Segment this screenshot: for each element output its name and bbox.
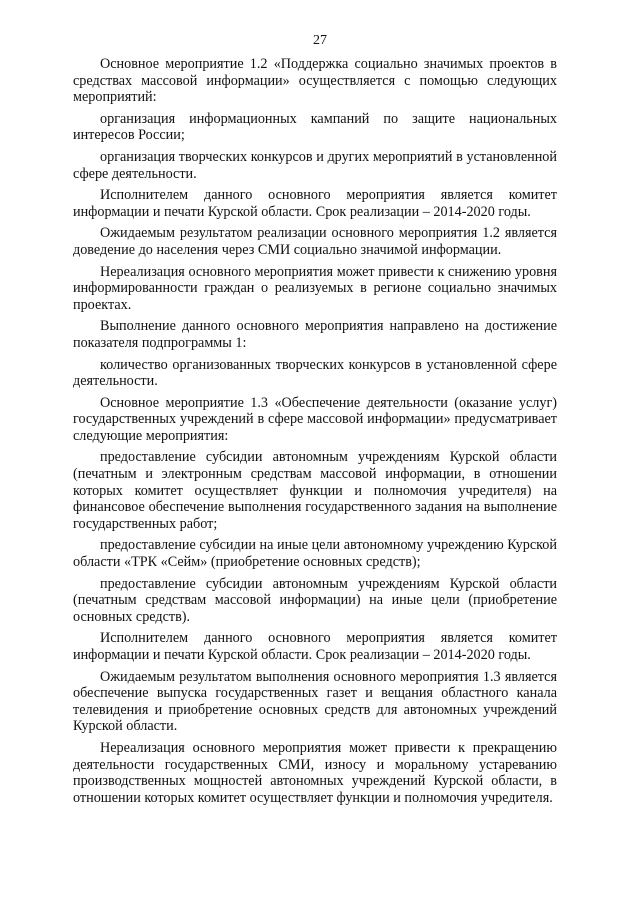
paragraph: предоставление субсидии на иные цели автономному учреждению Курской области «ТРК «Сейм» (приобретение основных средств); xyxy=(73,537,557,571)
paragraph: Ожидаемым результатом выполнения основного мероприятия 1.3 является обеспечение выпуска государственных газет и вещания областного канала телевидения и приобретение основных средств для автономных учреждений Курской области. xyxy=(73,668,557,735)
paragraph: Ожидаемым результатом реализации основного мероприятия 1.2 является доведение до населения через СМИ социально значимой информации. xyxy=(73,225,557,258)
paragraph: количество организованных творческих конкурсов в установленной сфере деятельности. xyxy=(73,356,557,390)
paragraph: Исполнителем данного основного мероприятия является комитет информации и печати Курской области. Срок реализации – 2014-2020 годы. xyxy=(73,630,557,663)
paragraph: Основное мероприятие 1.3 «Обеспечение деятельности (оказание услуг) государственных учреждений в сфере массовой информации» предусматривает следующие мероприятия: xyxy=(73,394,557,444)
paragraph: Исполнителем данного основного мероприятия является комитет информации и печати Курской области. Срок реализации – 2014-2020 годы. xyxy=(73,187,557,220)
paragraph: Выполнение данного основного мероприятия направлено на достижение показателя подпрограммы 1: xyxy=(73,318,557,351)
paragraph: организация информационных кампаний по защите национальных интересов России; xyxy=(73,110,557,144)
paragraph: предоставление субсидии автономным учреждениям Курской области (печатным и электронным средствам массовой информации, в отношении которых комитет осуществляет функции и полномочия учредителя) на финансовое обеспечение выполнения государственного задания на выполнение государственных работ; xyxy=(73,449,557,532)
page-number: 27 xyxy=(313,33,327,48)
paragraph: предоставление субсидии автономным учреждениям Курской области (печатным средствам массовой информации) на иные цели (приобретение основных средств). xyxy=(73,575,557,625)
paragraph: организация творческих конкурсов и других мероприятий в установленной сфере деятельности. xyxy=(73,148,557,182)
paragraph: Нереализация основного мероприятия может привести к прекращению деятельности государственных СМИ, износу и моральному устареванию производственных мощностей автономных учреждений Курской области, в отношении которых комитет осуществляет функции и полномочия учредителя. xyxy=(73,739,557,806)
document-body xyxy=(73,56,557,811)
paragraph: Нереализация основного мероприятия может привести к снижению уровня информированности граждан о реализуемых в регионе социально значимых проектах. xyxy=(73,263,557,313)
paragraph: Основное мероприятие 1.2 «Поддержка социально значимых проектов в средствах массовой информации» осуществляется с помощью следующих мероприятий: xyxy=(73,56,557,106)
